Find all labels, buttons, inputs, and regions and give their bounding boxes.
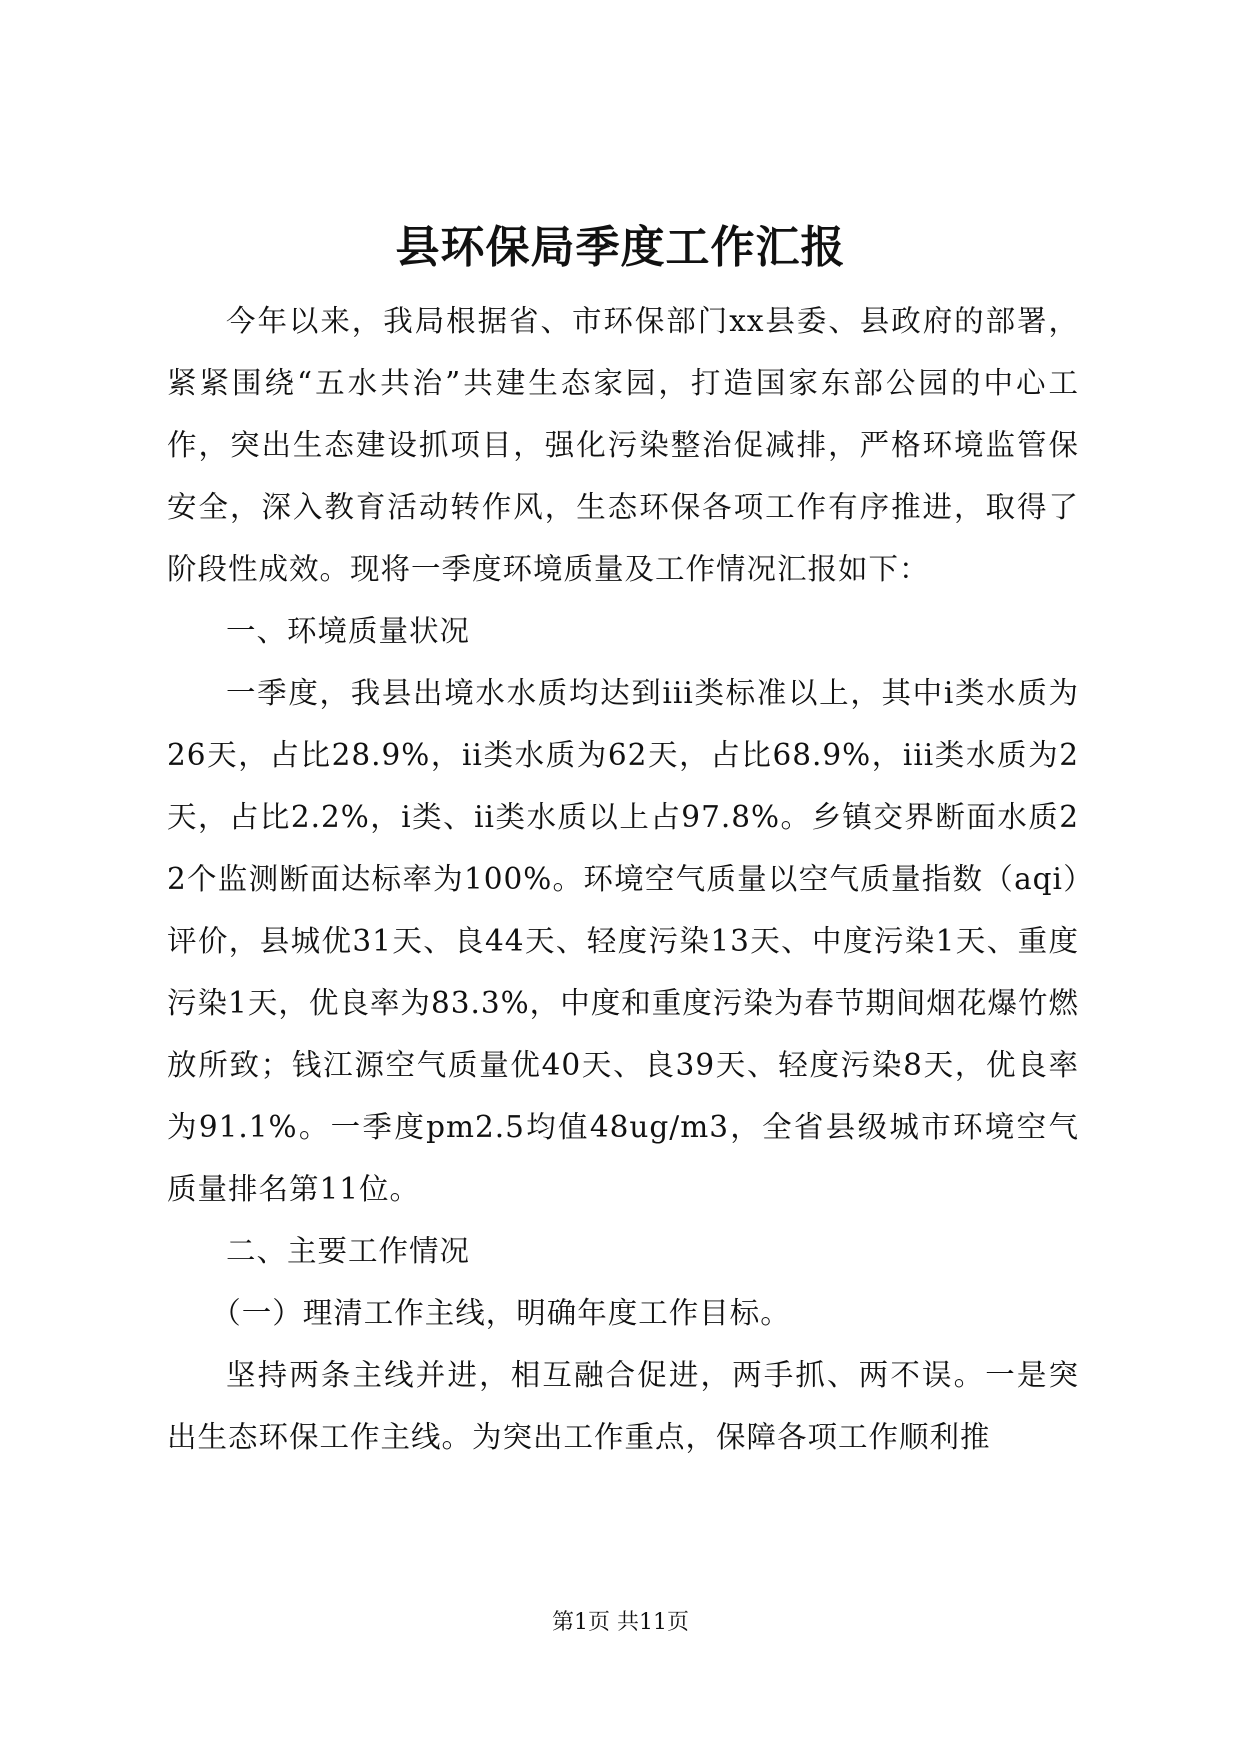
page-number-footer: 第1页 共11页 <box>552 1610 689 1635</box>
section-2-subheading: （一）理清工作主线，明确年度工作目标。 <box>211 1296 791 1330</box>
section-1-paragraph: 一季度，我县出境水水质均达到iii类标准以上，其中i类水质为26天，占比28.9%，ii类水质为62天，占比68.9%，iii类水质为2天，占比2.2%，i类、ii类水质以上占97.8%。乡镇交界断面水质22个监测断面达标率为100%。环境空气质量以空气质量指数（aqi）评价，县城优31天、良44天、轻度污染13天、中度污染1天、重度污染1天，优良率为83.3%，中度和重度污染为春节期间烟花爆竹燃放所致；钱江源空气质量优40天、良39天、轻度污染8天，优良率为91.1%。一季度pm2.5均值48ug/m3，全省县级城市环境空气质量排名第11位。 <box>167 676 1079 1206</box>
intro-paragraph: 今年以来，我局根据省、市环保部门xx县委、县政府的部署，紧紧围绕“五水共治”共建生态家园，打造国家东部公园的中心工作，突出生态建设抓项目，强化污染整治促减排，严格环境监管保安全，深入教育活动转作风，生态环保各项工作有序推进，取得了阶段性成效。现将一季度环境质量及工作情况汇报如下： <box>167 304 1079 586</box>
section-2-heading: 二、主要工作情况 <box>226 1234 471 1268</box>
document-body <box>167 290 1079 1468</box>
section-2-paragraph: 坚持两条主线并进，相互融合促进，两手抓、两不误。一是突出生态环保工作主线。为突出工作重点，保障各项工作顺利推 <box>167 1358 1079 1454</box>
section-1-heading: 一、环境质量状况 <box>226 614 471 648</box>
document-title: 县环保局季度工作汇报 <box>395 222 846 273</box>
